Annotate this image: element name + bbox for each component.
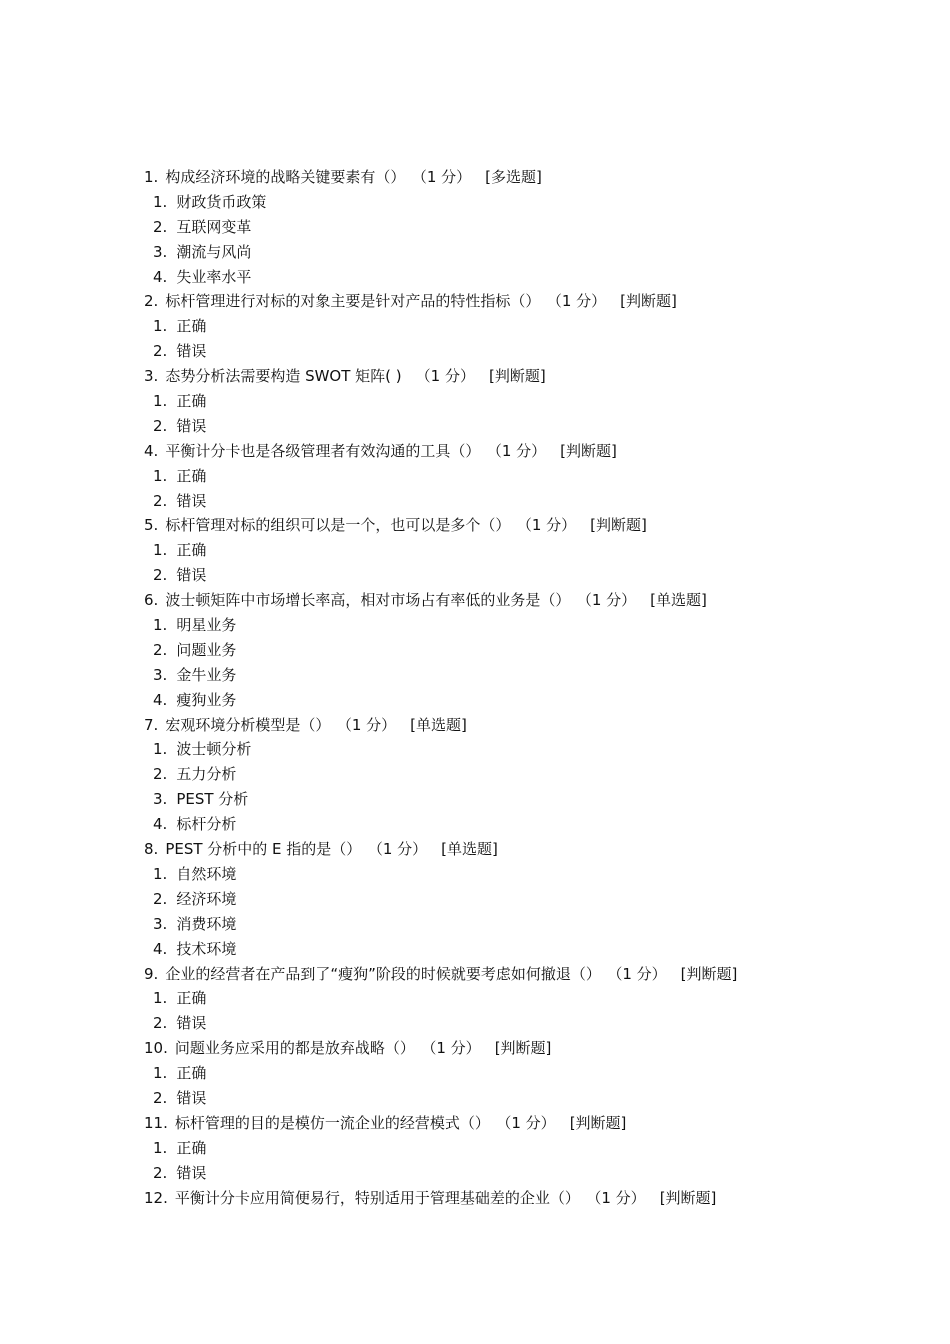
option-text: 瘦狗业务 [176, 690, 237, 709]
option-text: 正确 [176, 989, 207, 1008]
option-text: 正确 [176, 1064, 207, 1083]
option-text: 金牛业务 [176, 665, 237, 684]
question-text: 标杆管理的目的是模仿一流企业的经营模式（） [174, 1113, 490, 1132]
question-text: 宏观环境分析模型是（） [165, 715, 331, 734]
question-score: （1 分） [593, 1188, 646, 1207]
option-number: 2. [153, 217, 168, 236]
question-number: 9. [144, 964, 159, 983]
question-number: 4. [144, 441, 159, 460]
option-item [144, 812, 924, 837]
question-text: 波士顿矩阵中市场增长率高，相对市场占有率低的业务是（） [165, 591, 571, 610]
option-text: 正确 [176, 541, 207, 560]
option-number: 1. [153, 541, 168, 560]
option-text: 错误 [176, 416, 207, 435]
option-item [144, 1136, 924, 1161]
option-item [144, 1086, 924, 1111]
question-text: 标杆管理进行对标的对象主要是针对产品的特性指标（） [165, 292, 541, 311]
question-score: （1 分） [375, 840, 428, 859]
question-9 [144, 962, 924, 987]
option-number: 2. [153, 342, 168, 361]
option-number: 1. [153, 740, 168, 759]
option-number: 3. [153, 790, 168, 809]
option-item [144, 638, 924, 663]
question-type: [判断题] [560, 441, 617, 460]
option-item [144, 464, 924, 489]
option-text: 错误 [176, 342, 207, 361]
question-number: 10. [144, 1039, 168, 1058]
question-type: [多选题] [485, 168, 542, 186]
option-item [144, 986, 924, 1011]
option-number: 2. [153, 1163, 168, 1182]
question-score: （1 分） [584, 591, 637, 610]
option-number: 1. [153, 466, 168, 485]
question-score: （1 分） [554, 292, 607, 311]
question-score: （1 分） [415, 367, 475, 386]
option-item [144, 762, 924, 787]
option-item [144, 688, 924, 713]
option-number: 2. [153, 889, 168, 908]
option-text: 技术环境 [176, 939, 237, 958]
option-item [144, 663, 924, 688]
option-item [144, 240, 924, 265]
question-number: 1. [144, 168, 159, 186]
question-4 [144, 439, 924, 464]
option-number: 2. [153, 416, 168, 435]
option-number: 2. [153, 765, 168, 784]
option-item [144, 1161, 924, 1186]
option-text: 明星业务 [176, 616, 237, 635]
option-number: 1. [153, 1064, 168, 1083]
question-text: 标杆管理对标的组织可以是一个，也可以是多个（） [165, 516, 511, 535]
option-number: 4. [153, 939, 168, 958]
question-3 [144, 364, 924, 389]
question-number: 5. [144, 516, 159, 535]
question-type: [判断题] [494, 1039, 552, 1058]
question-number: 12. [144, 1188, 168, 1207]
option-number: 1. [153, 192, 168, 211]
question-1 [144, 165, 924, 190]
question-11 [144, 1111, 924, 1136]
option-number: 1. [153, 1138, 168, 1157]
option-text: 自然环境 [176, 864, 237, 883]
option-item [144, 339, 924, 364]
question-number: 11. [144, 1113, 168, 1132]
question-number: 3. [144, 367, 159, 386]
question-score: （1 分） [503, 1113, 556, 1132]
option-item [144, 912, 924, 937]
question-type: [判断题] [569, 1113, 627, 1132]
option-text: 失业率水平 [176, 267, 252, 286]
question-number: 6. [144, 591, 159, 610]
option-text: PEST 分析 [176, 790, 249, 809]
option-number: 4. [153, 815, 168, 834]
option-text: 正确 [176, 466, 207, 485]
option-text: 互联网变革 [176, 217, 252, 236]
option-text: 波士顿分析 [176, 740, 252, 759]
option-number: 1. [153, 864, 168, 883]
option-text: 潮流与风尚 [176, 242, 252, 261]
question-number: 2. [144, 292, 159, 311]
option-text: 错误 [176, 1163, 207, 1182]
option-text: 错误 [176, 1014, 207, 1033]
option-item [144, 787, 924, 812]
option-item [144, 563, 924, 588]
question-type: [单选题] [410, 715, 467, 734]
question-score: （1 分） [428, 1039, 481, 1058]
option-number: 2. [153, 1088, 168, 1107]
question-type: [判断题] [488, 367, 546, 386]
option-number: 4. [153, 690, 168, 709]
option-item [144, 215, 924, 240]
option-item [144, 1061, 924, 1086]
option-text: 正确 [176, 317, 207, 336]
question-score: （1 分） [344, 715, 397, 734]
question-score: （1 分） [419, 168, 472, 186]
question-list [144, 165, 924, 1210]
option-item [144, 937, 924, 962]
option-item [144, 538, 924, 563]
option-number: 1. [153, 317, 168, 336]
question-text: PEST 分析中的 E 指的是（） [165, 840, 362, 859]
question-type: [判断题] [620, 292, 677, 311]
question-type: [单选题] [650, 591, 707, 610]
question-text: 问题业务应采用的都是放弃战略（） [174, 1039, 415, 1058]
option-number: 2. [153, 1014, 168, 1033]
question-type: [单选题] [441, 840, 498, 859]
question-score: （1 分） [494, 441, 547, 460]
option-text: 错误 [176, 566, 207, 585]
question-type: [判断题] [680, 964, 738, 983]
option-number: 1. [153, 616, 168, 635]
question-10 [144, 1036, 924, 1061]
option-text: 错误 [176, 1088, 207, 1107]
question-12 [144, 1186, 924, 1211]
question-text: 企业的经营者在产品到了“瘦狗”阶段的时候就要考虑如何撤退（） [165, 964, 601, 983]
question-number: 7. [144, 715, 159, 734]
question-score: （1 分） [614, 964, 667, 983]
option-number: 2. [153, 640, 168, 659]
option-number: 2. [153, 566, 168, 585]
option-text: 经济环境 [176, 889, 237, 908]
option-text: 错误 [176, 491, 207, 510]
option-item [144, 314, 924, 339]
option-item [144, 1011, 924, 1036]
option-number: 3. [153, 665, 168, 684]
option-text: 正确 [176, 1138, 207, 1157]
option-text: 正确 [176, 392, 207, 411]
question-text: 态势分析法需要构造 SWOT 矩阵( ) [165, 367, 402, 386]
option-item [144, 414, 924, 439]
question-5 [144, 513, 924, 538]
option-number: 3. [153, 242, 168, 261]
option-item [144, 887, 924, 912]
option-text: 标杆分析 [176, 815, 237, 834]
option-item [144, 389, 924, 414]
option-item [144, 613, 924, 638]
option-item [144, 265, 924, 290]
option-text: 财政货币政策 [176, 192, 267, 211]
option-number: 3. [153, 914, 168, 933]
question-type: [判断题] [590, 516, 647, 535]
question-2 [144, 289, 924, 314]
option-text: 消费环境 [176, 914, 237, 933]
option-text: 问题业务 [176, 640, 237, 659]
option-item [144, 862, 924, 887]
option-number: 4. [153, 267, 168, 286]
question-number: 8. [144, 840, 159, 859]
option-item [144, 190, 924, 215]
option-item [144, 489, 924, 514]
question-score: （1 分） [524, 516, 577, 535]
question-text: 平衡计分卡应用简便易行，特别适用于管理基础差的企业（） [174, 1188, 580, 1207]
question-type: [判断题] [659, 1188, 717, 1207]
option-item [144, 737, 924, 762]
question-text: 构成经济环境的战略关键要素有（） [165, 168, 406, 186]
question-6 [144, 588, 924, 613]
question-8 [144, 837, 924, 862]
question-7 [144, 713, 924, 738]
question-text: 平衡计分卡也是各级管理者有效沟通的工具（） [165, 441, 481, 460]
option-number: 1. [153, 989, 168, 1008]
option-number: 1. [153, 392, 168, 411]
option-number: 2. [153, 491, 168, 510]
option-text: 五力分析 [176, 765, 237, 784]
